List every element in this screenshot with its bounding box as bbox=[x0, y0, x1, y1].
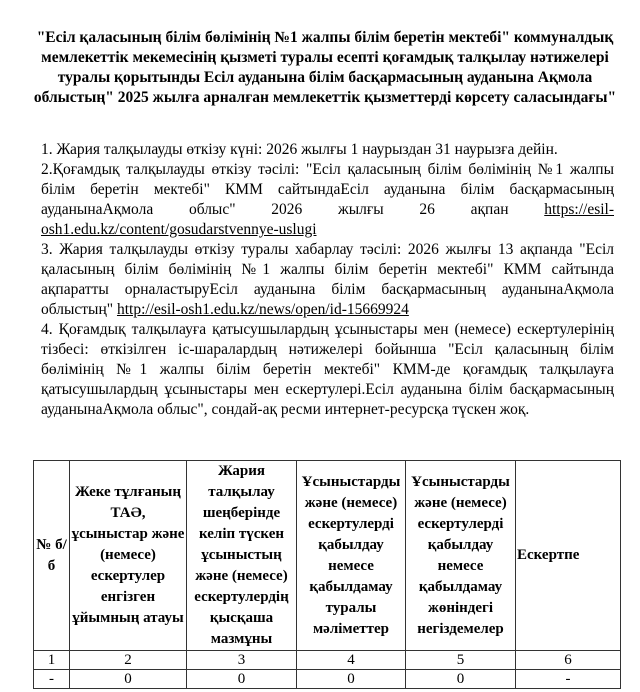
table-cell: 0 bbox=[406, 670, 516, 689]
table-cell: 2 bbox=[70, 651, 187, 670]
document-title: "Есіл қаласының білім бөлімінің №1 жалпы білім беретін мектебі" коммуналдық мемлекеттік мекемесінің қызметі туралы есепті қоғамдық талқылау нәтижелері туралы қорытынды Есіл ауданына білім басқармасының ауданына Ақмола облыстың" 2025 жылға арналған мемлекеттік қызметтерді көрсету саласындағы" bbox=[33, 29, 617, 106]
header-note: Ескертпе bbox=[516, 461, 621, 651]
paragraph-3-text: 3. Жария талқылауды өткізу туралы хабарлау тәсілі: 2026 жылғы 13 ақпанда "Есіл қаласының білім бөлімінің №1 жалпы білім беретін мектебі" КММ сайтында ақпаратты орналастыруЕсіл ауданына білім басқармасының ауданынаАқмола облыстың" bbox=[41, 241, 614, 318]
news-page-link[interactable]: http://esil-osh1.edu.kz/news/open/id-15669924 bbox=[116, 301, 409, 318]
table-cell: 0 bbox=[297, 670, 406, 689]
services-page-link[interactable]: https://esil-osh1.edu.kz/content/gosudarstvennye-uslugi bbox=[41, 201, 614, 238]
paragraph-4-proposals: 4. Қоғамдық талқылауға қатысушылардың ұсыныстары мен (немесе) ескертулерінің тізбесі: өткізілген іс-шаралардың нәтижелері бойынша "Есіл қаласының білім бөлімінің №1 жалпы білім беретін мектебі" КММ-де қоғамдық талқылауға қатысушылардың ұсыныстары мен ескертулері.Есіл ауданына білім басқармасының ауданынаАқмола облыс", сондай-ақ ресми интернет-ресурсқа түскен жоқ. bbox=[41, 321, 614, 418]
header-number: № б/б bbox=[34, 461, 70, 651]
header-justification: Ұсыныстарды және (немесе) ескертулерді қабылдау немесе қабылдамау жөніндегі негіздемелер bbox=[406, 461, 516, 651]
table-cell: 0 bbox=[70, 670, 187, 689]
table-cell: 6 bbox=[516, 651, 621, 670]
table-cell: 5 bbox=[406, 651, 516, 670]
table-cell: - bbox=[516, 670, 621, 689]
header-person-name: Жеке тұлғаның ТАӘ, ұсыныстар және (немесе) ескертулер енгізген ұйымның атауы bbox=[70, 461, 187, 651]
table-numbering-row bbox=[34, 651, 621, 670]
paragraph-2-text: 2.Қоғамдық талқылауды өткізу тәсілі: "Есіл қаласының білім бөлімінің №1 жалпы білім беретін мектебі" КММ сайтындаЕсіл ауданына білім басқармасының ауданынаАқмола облыс" 2026 жылғы 26 ақпан bbox=[41, 161, 614, 218]
table-row bbox=[34, 670, 621, 689]
header-acceptance-info: Ұсыныстарды және (немесе) ескертулерді қабылдау немесе қабылдамау туралы мәліметтер bbox=[297, 461, 406, 651]
proposals-table bbox=[33, 460, 621, 689]
table-cell: - bbox=[34, 670, 70, 689]
table-cell: 4 bbox=[297, 651, 406, 670]
header-summary: Жария талқылау шеңберінде келіп түскен ұсыныстың және (немесе) ескертулердің қысқаша мазмұны bbox=[187, 461, 297, 651]
paragraph-1-date: 1. Жария талқылауды өткізу күні: 2026 жылғы 1 наурыздан 31 наурызға дейін. bbox=[41, 141, 558, 158]
table-header-row bbox=[34, 461, 621, 651]
paragraph-2-method bbox=[41, 160, 614, 240]
table-cell: 0 bbox=[187, 670, 297, 689]
document-body bbox=[41, 140, 614, 420]
paragraph-3-notification bbox=[41, 240, 614, 320]
table-cell: 3 bbox=[187, 651, 297, 670]
table-cell: 1 bbox=[34, 651, 70, 670]
